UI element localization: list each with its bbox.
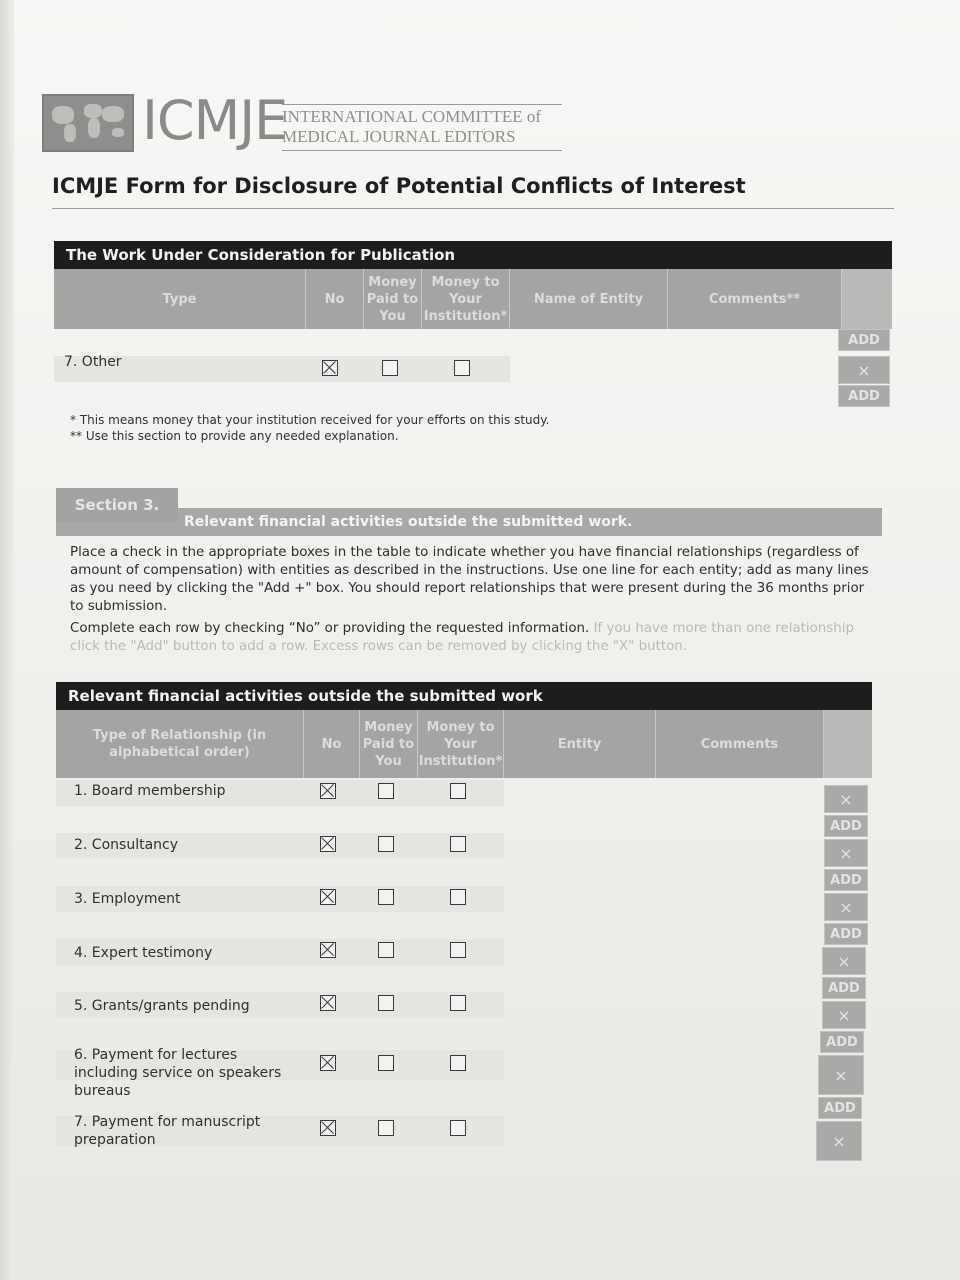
row-label-grants: 5. Grants/grants pending [74, 998, 250, 1014]
checkbox-no[interactable] [320, 836, 336, 852]
activities-col-comments: Comments [656, 710, 824, 778]
footnote-institution: * This means money that your institution received for your efforts on this study. [70, 413, 550, 427]
checkbox-paid-to-you[interactable] [382, 360, 398, 376]
remove-row-button[interactable]: × [822, 947, 866, 975]
add-row-button[interactable]: ADD [820, 1031, 864, 1053]
activities-col-paid-to-you: Money Paid to You [360, 710, 418, 778]
row-label-manuscript: 7. Payment for manuscript preparation [74, 1114, 261, 1148]
checkbox-paid-to-you[interactable] [378, 1120, 394, 1136]
work-col-paid-to-you: Money Paid to You [364, 269, 422, 329]
checkbox-paid-to-you[interactable] [378, 889, 394, 905]
checkbox-to-institution[interactable] [450, 889, 466, 905]
checkbox-no[interactable] [320, 1055, 336, 1071]
checkbox-to-institution[interactable] [450, 1055, 466, 1071]
checkbox-to-institution[interactable] [454, 360, 470, 376]
row-label-other: 7. Other [64, 354, 122, 370]
work-col-no: No [306, 269, 364, 329]
remove-row-button[interactable]: × [816, 1121, 862, 1161]
checkbox-to-institution[interactable] [450, 942, 466, 958]
checkbox-no[interactable] [320, 1120, 336, 1136]
checkbox-no[interactable] [320, 889, 336, 905]
logo-line-1: INTERNATIONAL COMMITTEE of [282, 107, 542, 126]
activities-col-no: No [304, 710, 360, 778]
add-row-button[interactable]: ADD [822, 977, 866, 999]
checkbox-to-institution[interactable] [450, 995, 466, 1011]
table-row [54, 356, 510, 382]
checkbox-no[interactable] [322, 360, 338, 376]
checkbox-paid-to-you[interactable] [378, 783, 394, 799]
checkbox-to-institution[interactable] [450, 836, 466, 852]
row-label-lectures: 6. Payment for lectures including service on speakers bureaus [74, 1047, 282, 1099]
checkbox-to-institution[interactable] [450, 1120, 466, 1136]
activities-col-actions [824, 710, 872, 778]
remove-row-button[interactable]: × [824, 893, 868, 921]
page-fold-shadow [0, 0, 14, 1280]
title-divider [52, 208, 894, 209]
complete-note-text: Complete each row by checking “No” or providing the requested information. [70, 621, 590, 636]
complete-note-faint: If you have more than one relationship click the "Add" button to add a row. Excess rows can be removed by clicking the "X" button. [70, 621, 854, 654]
add-row-button[interactable]: ADD [824, 869, 868, 891]
checkbox-no[interactable] [320, 783, 336, 799]
row-label-expert-testimony: 4. Expert testimony [74, 945, 213, 961]
footnote-comments: ** Use this section to provide any needed explanation. [70, 429, 399, 443]
activities-col-type: Type of Relationship (in alphabetical order) [56, 710, 304, 778]
activities-table-heading: Relevant financial activities outside the submitted work [56, 682, 872, 710]
remove-row-button[interactable]: × [822, 1001, 866, 1029]
work-col-type: Type [54, 269, 306, 329]
activities-col-entity: Entity [504, 710, 656, 778]
row-label-board-membership: 1. Board membership [74, 783, 226, 799]
checkbox-no[interactable] [320, 942, 336, 958]
add-row-button[interactable]: ADD [838, 385, 890, 407]
remove-row-button[interactable]: × [838, 356, 890, 384]
checkbox-paid-to-you[interactable] [378, 942, 394, 958]
add-row-button[interactable]: ADD [824, 923, 868, 945]
work-col-entity: Name of Entity [510, 269, 668, 329]
work-col-actions [842, 269, 892, 329]
world-map-icon [42, 94, 134, 152]
logo-full-name [282, 104, 562, 151]
add-row-button[interactable]: ADD [824, 815, 868, 837]
row-label-employment: 3. Employment [74, 891, 181, 907]
remove-row-button[interactable]: × [818, 1055, 864, 1095]
logo-acronym: ICMJE [142, 89, 288, 152]
section-3-tab: Section 3. [56, 488, 178, 522]
checkbox-to-institution[interactable] [450, 783, 466, 799]
checkbox-paid-to-you[interactable] [378, 836, 394, 852]
remove-row-button[interactable]: × [824, 785, 868, 813]
checkbox-paid-to-you[interactable] [378, 1055, 394, 1071]
form-title: ICMJE Form for Disclosure of Potential Conflicts of Interest [52, 174, 746, 198]
section-3-bar: Relevant financial activities outside the submitted work. [56, 508, 882, 536]
section-3-instructions: Place a check in the appropriate boxes in the table to indicate whether you have financial relationships (regardless of amount of compensation) with entities as described in the instructions. Use one line for each entity; add as many lines as you need by clicking the "Add +" box. You should report relationships that were present during the 36 months prior to submission. [70, 545, 869, 614]
row-label-consultancy: 2. Consultancy [74, 837, 179, 853]
logo-line-2: MEDICAL JOURNAL EDITORS [282, 127, 516, 146]
work-col-to-institution: Money to Your Institution* [422, 269, 510, 329]
remove-row-button[interactable]: × [824, 839, 868, 867]
section-3-complete-note [70, 620, 880, 656]
work-col-comments: Comments** [668, 269, 842, 329]
activities-col-to-institution: Money to Your Institution* [418, 710, 504, 778]
checkbox-paid-to-you[interactable] [378, 995, 394, 1011]
work-table-heading: The Work Under Consideration for Publication [54, 241, 892, 269]
checkbox-no[interactable] [320, 995, 336, 1011]
add-row-button[interactable]: ADD [818, 1097, 862, 1119]
add-row-button[interactable]: ADD [838, 329, 890, 351]
